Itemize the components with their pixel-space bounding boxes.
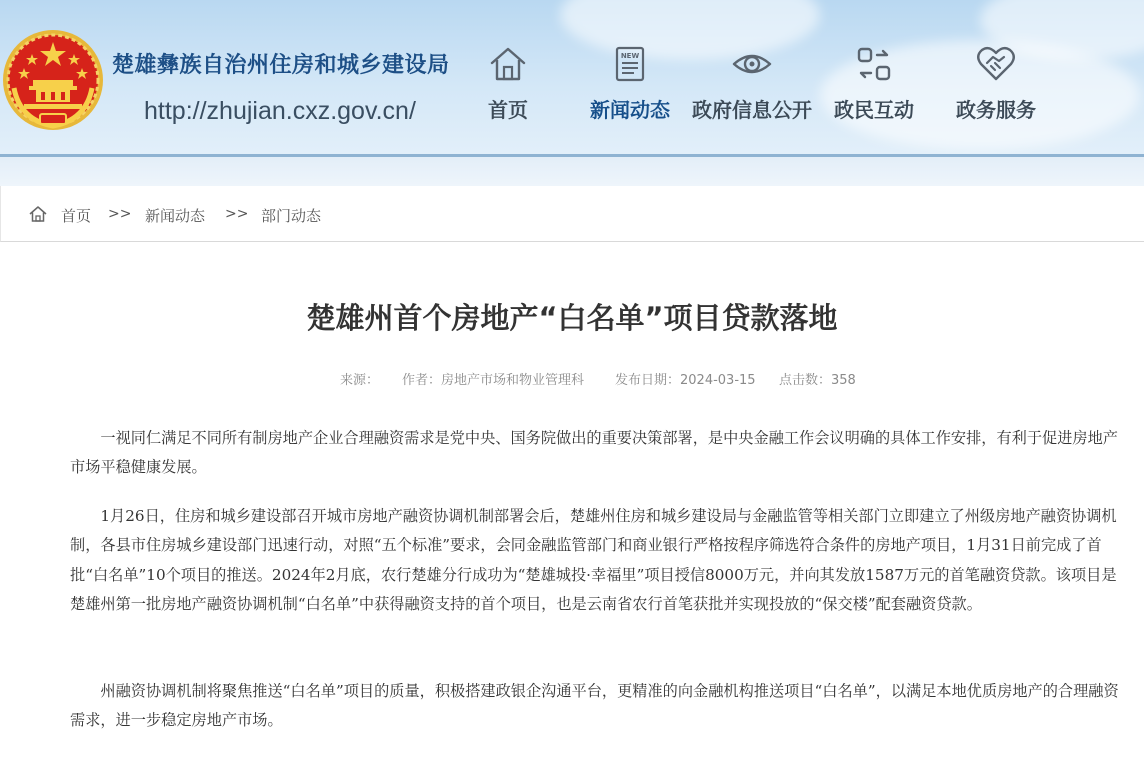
home-icon	[488, 44, 528, 84]
site-name: 楚雄彝族自治州住房和城乡建设局	[112, 53, 450, 78]
nav-item-interaction[interactable]	[809, 44, 939, 123]
interaction-icon	[854, 44, 894, 84]
eye-icon	[732, 44, 772, 84]
nav-item-services[interactable]	[931, 44, 1061, 123]
nav-label: 新闻动态	[590, 98, 670, 122]
nav-item-gov-info[interactable]	[687, 44, 817, 123]
article-paragraph: 1月26日，住房和城乡建设部召开城市房地产融资协调机制部署会后，楚雄州住房和城乡建设局与金融监管等相关部门立即建立了州级房地产融资协调机制，各县市住房城乡建设部门迅速行动，对照“五个标准”要求，会同金融监管部门和商业银行严格按程序筛选符合条件的房地产项目，1月31日前完成了首批“白名单”10个项目的推送。2024年2月底，农行楚雄分行成功为“楚雄城投·幸福里”项目授信8000万元，并向其发放1587万元的首笔融资贷款。该项目是楚雄州第一批房地产融资协调机制“白名单”中获得融资支持的首个项目，也是云南省农行首笔获批并实现投放的“保交楼”配套融资贷款。	[70, 507, 1117, 614]
handshake-heart-icon	[976, 44, 1016, 84]
news-icon	[610, 44, 650, 84]
svg-text:NEW: NEW	[620, 52, 640, 60]
breadcrumb-news-link[interactable]: 新闻动态	[145, 207, 206, 225]
nav-label: 政务服务	[956, 98, 1036, 122]
home-icon[interactable]	[28, 204, 48, 224]
header-lower-band	[0, 157, 1144, 186]
breadcrumb-separator: >>	[225, 206, 249, 222]
breadcrumb	[0, 186, 1144, 242]
site-url[interactable]: http://zhujian.cxz.gov.cn/	[144, 97, 416, 125]
article-click-count: 点击数：358	[779, 373, 856, 388]
article-source: 来源：	[340, 373, 380, 388]
article-publish-date: 发布日期：2024-03-15	[615, 373, 756, 388]
nav-item-home[interactable]	[443, 44, 573, 123]
site-header	[0, 0, 1144, 186]
nav-label: 政民互动	[834, 98, 914, 122]
breadcrumb-separator: >>	[108, 206, 132, 222]
nav-label: 首页	[488, 98, 528, 122]
breadcrumb-home-link[interactable]: 首页	[61, 207, 92, 225]
article-title: 楚雄州首个房地产“白名单”项目贷款落地	[306, 301, 838, 335]
article-author: 作者：房地产市场和物业管理科	[402, 373, 585, 388]
article-paragraph: 州融资协调机制将聚焦推送“白名单”项目的质量，积极搭建政银企沟通平台，更精准的向金融机构推送项目“白名单”，以满足本地优质房地产的合理融资需求，进一步稳定房地产市场。	[70, 682, 1119, 730]
article-paragraph: 一视同仁满足不同所有制房地产企业合理融资需求是党中央、国务院做出的重要决策部署，是中央金融工作会议明确的具体工作安排，有利于促进房地产市场平稳健康发展。	[70, 429, 1118, 477]
national-emblem-icon[interactable]	[0, 28, 106, 132]
nav-label: 政府信息公开	[692, 98, 812, 122]
breadcrumb-dept-news-link[interactable]: 部门动态	[261, 207, 322, 225]
nav-item-news[interactable]	[565, 44, 695, 123]
